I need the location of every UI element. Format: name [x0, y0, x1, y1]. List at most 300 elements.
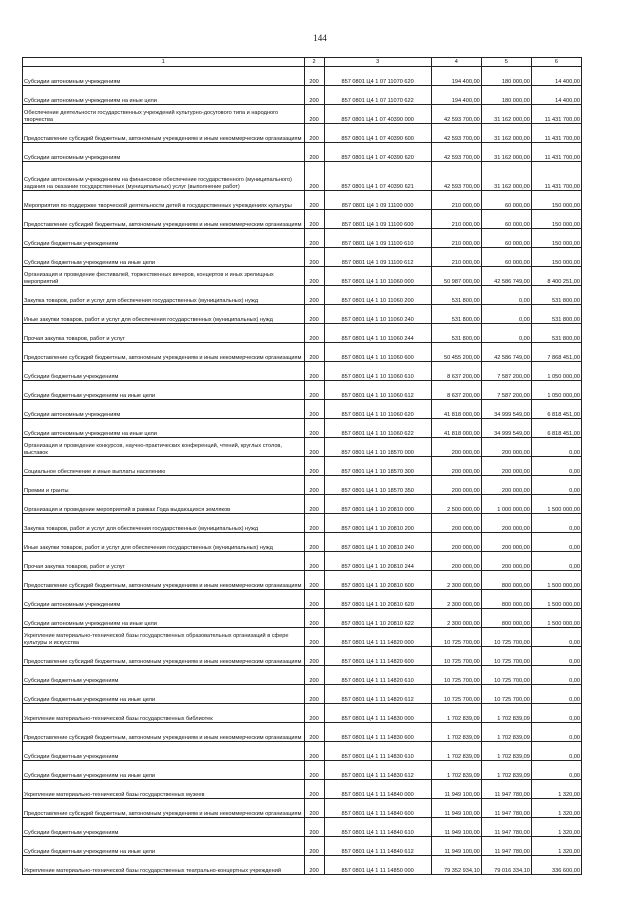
- cell-v1: 194 400,00: [431, 86, 481, 105]
- cell-k: 200: [304, 267, 324, 286]
- table-row: [23, 590, 582, 609]
- cell-code: 857 0801 Ц4 1 10 20810 620: [324, 590, 431, 609]
- cell-v2: 79 016 334,10: [481, 856, 531, 875]
- cell-v1: 8 637 200,00: [431, 362, 481, 381]
- cell-code: 857 0801 Ц4 1 07 40390 620: [324, 143, 431, 162]
- cell-name: Предоставление субсидий бюджетным, автономным учреждениям и иным некоммерческим организациям: [23, 343, 305, 362]
- cell-v2: 180 000,00: [481, 86, 531, 105]
- cell-v2: 31 162 000,00: [481, 162, 531, 191]
- cell-v3: 0,00: [531, 476, 581, 495]
- cell-v2: 0,00: [481, 324, 531, 343]
- cell-v2: 0,00: [481, 286, 531, 305]
- cell-k: 200: [304, 533, 324, 552]
- cell-v2: 42 586 749,00: [481, 343, 531, 362]
- cell-k: 200: [304, 761, 324, 780]
- cell-code: 857 0801 Ц4 1 11 14820 612: [324, 685, 431, 704]
- cell-name: Иные закупки товаров, работ и услуг для обеспечения государственных (муниципальных) нужд: [23, 533, 305, 552]
- cell-name: Организация и проведение фестивалей, торжественных вечеров, концертов и иных зрелищных мероприятий: [23, 267, 305, 286]
- cell-v2: 11 947 780,00: [481, 799, 531, 818]
- cell-code: 857 0801 Ц4 1 11 14830 612: [324, 761, 431, 780]
- cell-v2: 1 702 839,09: [481, 723, 531, 742]
- cell-code: 857 0801 Ц4 1 11 14830 000: [324, 704, 431, 723]
- cell-v3: 11 431 700,00: [531, 143, 581, 162]
- cell-k: 200: [304, 552, 324, 571]
- cell-k: 200: [304, 628, 324, 647]
- cell-v1: 1 702 839,09: [431, 723, 481, 742]
- cell-v3: 1 320,00: [531, 780, 581, 799]
- table-row: [23, 400, 582, 419]
- header-row: [23, 58, 582, 67]
- cell-k: 200: [304, 191, 324, 210]
- table-row: [23, 143, 582, 162]
- cell-v3: 0,00: [531, 647, 581, 666]
- cell-name: Субсидии автономным учреждениям: [23, 590, 305, 609]
- cell-v3: 14 400,00: [531, 67, 581, 86]
- cell-v2: 1 702 839,09: [481, 761, 531, 780]
- table-row: [23, 742, 582, 761]
- cell-v2: 800 000,00: [481, 571, 531, 590]
- cell-k: 200: [304, 162, 324, 191]
- cell-code: 857 0801 Ц4 1 07 11070 620: [324, 67, 431, 86]
- cell-v1: 11 949 100,00: [431, 837, 481, 856]
- cell-k: 200: [304, 457, 324, 476]
- table-row: [23, 723, 582, 742]
- table-row: [23, 628, 582, 647]
- cell-v3: 11 431 700,00: [531, 124, 581, 143]
- table-row: [23, 286, 582, 305]
- cell-name: Субсидии бюджетным учреждениям: [23, 818, 305, 837]
- cell-v3: 0,00: [531, 438, 581, 457]
- cell-name: Предоставление субсидий бюджетным, автономным учреждениям и иным некоммерческим организациям: [23, 571, 305, 590]
- cell-v2: 60 000,00: [481, 191, 531, 210]
- cell-v3: 0,00: [531, 514, 581, 533]
- cell-v3: 1 050 000,00: [531, 362, 581, 381]
- cell-v3: 0,00: [531, 628, 581, 647]
- cell-v2: 0,00: [481, 305, 531, 324]
- cell-v1: 2 300 000,00: [431, 609, 481, 628]
- cell-k: 200: [304, 343, 324, 362]
- cell-code: 857 0801 Ц4 1 11 14840 000: [324, 780, 431, 799]
- table-row: [23, 666, 582, 685]
- cell-name: Социальное обеспечение и иные выплаты населению: [23, 457, 305, 476]
- table-row: [23, 457, 582, 476]
- cell-code: 857 0801 Ц4 1 09 11100 600: [324, 210, 431, 229]
- table-row: [23, 86, 582, 105]
- cell-k: 200: [304, 400, 324, 419]
- cell-v2: 1 000 000,00: [481, 495, 531, 514]
- cell-code: 857 0801 Ц4 1 11 14840 612: [324, 837, 431, 856]
- cell-code: 857 0801 Ц4 1 10 11060 612: [324, 381, 431, 400]
- cell-k: 200: [304, 210, 324, 229]
- cell-v2: 200 000,00: [481, 514, 531, 533]
- cell-v1: 8 637 200,00: [431, 381, 481, 400]
- cell-v3: 0,00: [531, 552, 581, 571]
- cell-name: Закупка товаров, работ и услуг для обеспечения государственных (муниципальных) нужд: [23, 514, 305, 533]
- cell-v1: 50 987 000,00: [431, 267, 481, 286]
- cell-code: 857 0801 Ц4 1 11 14830 600: [324, 723, 431, 742]
- cell-v1: 200 000,00: [431, 438, 481, 457]
- cell-name: Субсидии бюджетным учреждениям на иные цели: [23, 248, 305, 267]
- table-row: [23, 162, 582, 191]
- cell-v1: 200 000,00: [431, 476, 481, 495]
- cell-name: Иные закупки товаров, работ и услуг для обеспечения государственных (муниципальных) нужд: [23, 305, 305, 324]
- cell-v2: 10 725 700,00: [481, 685, 531, 704]
- cell-v3: 0,00: [531, 457, 581, 476]
- cell-k: 200: [304, 324, 324, 343]
- cell-v1: 41 818 000,00: [431, 400, 481, 419]
- table-row: [23, 324, 582, 343]
- table-row: [23, 476, 582, 495]
- cell-v1: 42 593 700,00: [431, 162, 481, 191]
- cell-name: Предоставление субсидий бюджетным, автономным учреждениям и иным некоммерческим организациям: [23, 210, 305, 229]
- cell-v1: 210 000,00: [431, 248, 481, 267]
- cell-code: 857 0801 Ц4 1 10 11060 244: [324, 324, 431, 343]
- cell-v2: 10 725 700,00: [481, 628, 531, 647]
- cell-code: 857 0801 Ц4 1 10 20810 200: [324, 514, 431, 533]
- cell-code: 857 0801 Ц4 1 10 18570 000: [324, 438, 431, 457]
- cell-name: Прочая закупка товаров, работ и услуг: [23, 324, 305, 343]
- table-row: [23, 267, 582, 286]
- cell-k: 200: [304, 647, 324, 666]
- cell-v3: 1 320,00: [531, 799, 581, 818]
- table-row: [23, 438, 582, 457]
- cell-k: 200: [304, 476, 324, 495]
- table-row: [23, 647, 582, 666]
- cell-v2: 34 999 549,00: [481, 400, 531, 419]
- cell-code: 857 0801 Ц4 1 09 11100 000: [324, 191, 431, 210]
- cell-k: 200: [304, 67, 324, 86]
- table-row: [23, 571, 582, 590]
- cell-v3: 0,00: [531, 685, 581, 704]
- cell-v1: 194 400,00: [431, 67, 481, 86]
- cell-v3: 0,00: [531, 533, 581, 552]
- cell-k: 200: [304, 229, 324, 248]
- cell-code: 857 0801 Ц4 1 10 11060 200: [324, 286, 431, 305]
- cell-code: 857 0801 Ц4 1 07 40390 600: [324, 124, 431, 143]
- cell-v1: 10 725 700,00: [431, 685, 481, 704]
- cell-v2: 31 162 000,00: [481, 124, 531, 143]
- cell-code: 857 0801 Ц4 1 11 14840 610: [324, 818, 431, 837]
- cell-name: Субсидии бюджетным учреждениям на иные цели: [23, 837, 305, 856]
- table-row: [23, 305, 582, 324]
- cell-code: 857 0801 Ц4 1 10 20810 600: [324, 571, 431, 590]
- cell-k: 200: [304, 514, 324, 533]
- cell-v2: 7 587 200,00: [481, 362, 531, 381]
- cell-v1: 210 000,00: [431, 191, 481, 210]
- cell-v1: 2 500 000,00: [431, 495, 481, 514]
- table-row: [23, 248, 582, 267]
- cell-v1: 1 702 839,09: [431, 761, 481, 780]
- cell-v2: 200 000,00: [481, 533, 531, 552]
- cell-name: Мероприятия по поддержке творческой деятельности детей в государственных учреждениях культуры: [23, 191, 305, 210]
- cell-name: Организация и проведение мероприятий в рамках Года выдающихся земляков: [23, 495, 305, 514]
- header-cell: 1: [23, 58, 305, 67]
- cell-name: Закупка товаров, работ и услуг для обеспечения государственных (муниципальных) нужд: [23, 286, 305, 305]
- cell-v2: 10 725 700,00: [481, 666, 531, 685]
- cell-v2: 11 947 780,00: [481, 780, 531, 799]
- table-row: [23, 343, 582, 362]
- header-cell: 4: [431, 58, 481, 67]
- cell-v3: 11 431 700,00: [531, 162, 581, 191]
- cell-code: 857 0801 Ц4 1 10 11060 600: [324, 343, 431, 362]
- cell-v3: 1 320,00: [531, 818, 581, 837]
- cell-v1: 41 818 000,00: [431, 419, 481, 438]
- table-row: [23, 191, 582, 210]
- header-cell: 2: [304, 58, 324, 67]
- cell-v3: 0,00: [531, 666, 581, 685]
- cell-k: 200: [304, 666, 324, 685]
- cell-v2: 42 586 749,00: [481, 267, 531, 286]
- table-row: [23, 780, 582, 799]
- cell-code: 857 0801 Ц4 1 07 40390 000: [324, 105, 431, 124]
- cell-v2: 180 000,00: [481, 67, 531, 86]
- cell-name: Укрепление материально-технической базы государственных театрально-концертных учреждений: [23, 856, 305, 875]
- cell-v3: 1 500 000,00: [531, 571, 581, 590]
- cell-v3: 336 600,00: [531, 856, 581, 875]
- cell-name: Субсидии автономным учреждениям на финансовое обеспечение государственного (муниципального) задания на оказание государственных (муниципальных) услуг (выполнение работ): [23, 162, 305, 191]
- cell-v3: 150 000,00: [531, 248, 581, 267]
- cell-v1: 200 000,00: [431, 533, 481, 552]
- cell-v1: 200 000,00: [431, 514, 481, 533]
- table-row: [23, 761, 582, 780]
- table-row: [23, 381, 582, 400]
- cell-k: 200: [304, 742, 324, 761]
- cell-code: 857 0801 Ц4 1 11 14820 000: [324, 628, 431, 647]
- cell-v1: 200 000,00: [431, 457, 481, 476]
- cell-name: Субсидии автономным учреждениям: [23, 67, 305, 86]
- cell-name: Субсидии бюджетным учреждениям: [23, 362, 305, 381]
- cell-code: 857 0801 Ц4 1 10 20810 244: [324, 552, 431, 571]
- table-row: [23, 533, 582, 552]
- cell-name: Субсидии бюджетным учреждениям на иные цели: [23, 685, 305, 704]
- cell-code: 857 0801 Ц4 1 11 14840 600: [324, 799, 431, 818]
- cell-k: 200: [304, 856, 324, 875]
- cell-code: 857 0801 Ц4 1 07 40390 621: [324, 162, 431, 191]
- cell-name: Предоставление субсидий бюджетным, автономным учреждениям и иным некоммерческим организациям: [23, 723, 305, 742]
- cell-v1: 11 949 100,00: [431, 818, 481, 837]
- cell-v1: 531 800,00: [431, 324, 481, 343]
- cell-code: 857 0801 Ц4 1 10 18570 350: [324, 476, 431, 495]
- cell-k: 200: [304, 105, 324, 124]
- cell-name: Прочая закупка товаров, работ и услуг: [23, 552, 305, 571]
- cell-v1: 210 000,00: [431, 229, 481, 248]
- cell-v1: 10 725 700,00: [431, 666, 481, 685]
- cell-code: 857 0801 Ц4 1 09 11100 612: [324, 248, 431, 267]
- cell-k: 200: [304, 704, 324, 723]
- cell-v3: 1 050 000,00: [531, 381, 581, 400]
- cell-code: 857 0801 Ц4 1 10 20810 000: [324, 495, 431, 514]
- cell-v2: 800 000,00: [481, 609, 531, 628]
- cell-code: 857 0801 Ц4 1 10 20810 622: [324, 609, 431, 628]
- table-row: [23, 105, 582, 124]
- cell-k: 200: [304, 780, 324, 799]
- cell-v3: 1 500 000,00: [531, 590, 581, 609]
- cell-v2: 11 947 780,00: [481, 818, 531, 837]
- cell-v3: 14 400,00: [531, 86, 581, 105]
- cell-v1: 79 352 934,10: [431, 856, 481, 875]
- cell-name: Укрепление материально-технической базы государственных библиотек: [23, 704, 305, 723]
- table-row: [23, 124, 582, 143]
- table-row: [23, 495, 582, 514]
- cell-k: 200: [304, 86, 324, 105]
- table-row: [23, 229, 582, 248]
- cell-k: 200: [304, 723, 324, 742]
- cell-v2: 200 000,00: [481, 457, 531, 476]
- cell-code: 857 0801 Ц4 1 10 11060 000: [324, 267, 431, 286]
- cell-v1: 1 702 839,09: [431, 742, 481, 761]
- cell-code: 857 0801 Ц4 1 11 14830 610: [324, 742, 431, 761]
- cell-v3: 1 500 000,00: [531, 609, 581, 628]
- cell-k: 200: [304, 143, 324, 162]
- cell-v1: 42 593 700,00: [431, 143, 481, 162]
- cell-v3: 1 500 000,00: [531, 495, 581, 514]
- cell-k: 200: [304, 799, 324, 818]
- cell-k: 200: [304, 419, 324, 438]
- cell-v2: 11 947 780,00: [481, 837, 531, 856]
- cell-v3: 6 818 451,00: [531, 400, 581, 419]
- table-row: [23, 419, 582, 438]
- cell-k: 200: [304, 305, 324, 324]
- cell-k: 200: [304, 818, 324, 837]
- cell-v3: 0,00: [531, 761, 581, 780]
- cell-v2: 60 000,00: [481, 229, 531, 248]
- cell-name: Укрепление материально-технической базы государственных музеев: [23, 780, 305, 799]
- header-cell: 6: [531, 58, 581, 67]
- cell-name: Субсидии автономным учреждениям: [23, 400, 305, 419]
- cell-v1: 1 702 839,09: [431, 704, 481, 723]
- cell-code: 857 0801 Ц4 1 09 11100 610: [324, 229, 431, 248]
- cell-k: 200: [304, 438, 324, 457]
- cell-v3: 11 431 700,00: [531, 105, 581, 124]
- cell-name: Укрепление материально-технической базы государственных образовательных организаций в сфере культуры и искусства: [23, 628, 305, 647]
- cell-v3: 531 800,00: [531, 324, 581, 343]
- cell-name: Субсидии бюджетным учреждениям: [23, 666, 305, 685]
- cell-v2: 60 000,00: [481, 248, 531, 267]
- table-row: [23, 818, 582, 837]
- cell-v2: 31 162 000,00: [481, 143, 531, 162]
- cell-k: 200: [304, 286, 324, 305]
- cell-k: 200: [304, 571, 324, 590]
- table-row: [23, 210, 582, 229]
- cell-v3: 150 000,00: [531, 210, 581, 229]
- cell-v1: 42 593 700,00: [431, 105, 481, 124]
- cell-v3: 531 800,00: [531, 286, 581, 305]
- cell-v2: 31 162 000,00: [481, 105, 531, 124]
- cell-v3: 8 400 251,00: [531, 267, 581, 286]
- cell-v2: 7 587 200,00: [481, 381, 531, 400]
- cell-name: Субсидии бюджетным учреждениям: [23, 742, 305, 761]
- cell-code: 857 0801 Ц4 1 07 11070 622: [324, 86, 431, 105]
- cell-v3: 0,00: [531, 742, 581, 761]
- table-row: [23, 552, 582, 571]
- cell-v3: 531 800,00: [531, 305, 581, 324]
- cell-code: 857 0801 Ц4 1 10 11060 622: [324, 419, 431, 438]
- table-row: [23, 799, 582, 818]
- cell-name: Предоставление субсидий бюджетным, автономным учреждениям и иным некоммерческим организациям: [23, 647, 305, 666]
- table-row: [23, 704, 582, 723]
- cell-name: Субсидии автономным учреждениям на иные цели: [23, 86, 305, 105]
- page-number: 144: [313, 33, 327, 43]
- cell-v2: 200 000,00: [481, 476, 531, 495]
- cell-code: 857 0801 Ц4 1 10 18570 300: [324, 457, 431, 476]
- cell-v1: 11 949 100,00: [431, 799, 481, 818]
- cell-name: Субсидии бюджетным учреждениям на иные цели: [23, 761, 305, 780]
- cell-v1: 2 300 000,00: [431, 590, 481, 609]
- cell-v3: 6 818 451,00: [531, 419, 581, 438]
- cell-v1: 200 000,00: [431, 552, 481, 571]
- cell-k: 200: [304, 381, 324, 400]
- table-row: [23, 856, 582, 875]
- table-row: [23, 514, 582, 533]
- cell-v2: 34 999 549,00: [481, 419, 531, 438]
- cell-code: 857 0801 Ц4 1 10 11060 610: [324, 362, 431, 381]
- cell-v2: 10 725 700,00: [481, 647, 531, 666]
- cell-name: Субсидии бюджетным учреждениям на иные цели: [23, 381, 305, 400]
- cell-name: Субсидии автономным учреждениям на иные цели: [23, 419, 305, 438]
- cell-k: 200: [304, 837, 324, 856]
- cell-k: 200: [304, 248, 324, 267]
- cell-name: Субсидии автономным учреждениям на иные цели: [23, 609, 305, 628]
- cell-name: Премии и гранты: [23, 476, 305, 495]
- cell-name: Субсидии автономным учреждениям: [23, 143, 305, 162]
- cell-k: 200: [304, 609, 324, 628]
- cell-v3: 7 868 451,00: [531, 343, 581, 362]
- cell-name: Предоставление субсидий бюджетным, автономным учреждениям и иным некоммерческим организациям: [23, 799, 305, 818]
- cell-v3: 1 320,00: [531, 837, 581, 856]
- cell-v2: 200 000,00: [481, 552, 531, 571]
- cell-name: Субсидии бюджетным учреждениям: [23, 229, 305, 248]
- cell-v3: 150 000,00: [531, 191, 581, 210]
- cell-v2: 800 000,00: [481, 590, 531, 609]
- cell-v3: 150 000,00: [531, 229, 581, 248]
- cell-v2: 1 702 839,09: [481, 742, 531, 761]
- cell-code: 857 0801 Ц4 1 11 14820 600: [324, 647, 431, 666]
- cell-v1: 10 725 700,00: [431, 628, 481, 647]
- cell-code: 857 0801 Ц4 1 11 14820 610: [324, 666, 431, 685]
- cell-v1: 2 300 000,00: [431, 571, 481, 590]
- cell-k: 200: [304, 685, 324, 704]
- cell-v2: 60 000,00: [481, 210, 531, 229]
- cell-v2: 200 000,00: [481, 438, 531, 457]
- table-row: [23, 685, 582, 704]
- cell-k: 200: [304, 124, 324, 143]
- cell-v3: 0,00: [531, 704, 581, 723]
- cell-name: Обеспечение деятельности государственных учреждений культурно-досугового типа и народного творчества: [23, 105, 305, 124]
- cell-code: 857 0801 Ц4 1 10 20810 240: [324, 533, 431, 552]
- cell-v1: 531 800,00: [431, 305, 481, 324]
- table-row: [23, 837, 582, 856]
- cell-k: 200: [304, 590, 324, 609]
- budget-table: [22, 57, 582, 875]
- cell-v1: 11 949 100,00: [431, 780, 481, 799]
- cell-v3: 0,00: [531, 723, 581, 742]
- cell-code: 857 0801 Ц4 1 10 11060 240: [324, 305, 431, 324]
- cell-v1: 50 455 200,00: [431, 343, 481, 362]
- cell-v1: 10 725 700,00: [431, 647, 481, 666]
- cell-code: 857 0801 Ц4 1 10 11060 620: [324, 400, 431, 419]
- cell-k: 200: [304, 495, 324, 514]
- cell-name: Организация и проведение конкурсов, научно-практических конференций, чтений, круглых столов, выставок: [23, 438, 305, 457]
- header-cell: 3: [324, 58, 431, 67]
- table-row: [23, 362, 582, 381]
- cell-k: 200: [304, 362, 324, 381]
- cell-code: 857 0801 Ц4 1 11 14850 000: [324, 856, 431, 875]
- cell-v1: 210 000,00: [431, 210, 481, 229]
- header-cell: 5: [481, 58, 531, 67]
- table-row: [23, 67, 582, 86]
- table-row: [23, 609, 582, 628]
- cell-v1: 42 593 700,00: [431, 124, 481, 143]
